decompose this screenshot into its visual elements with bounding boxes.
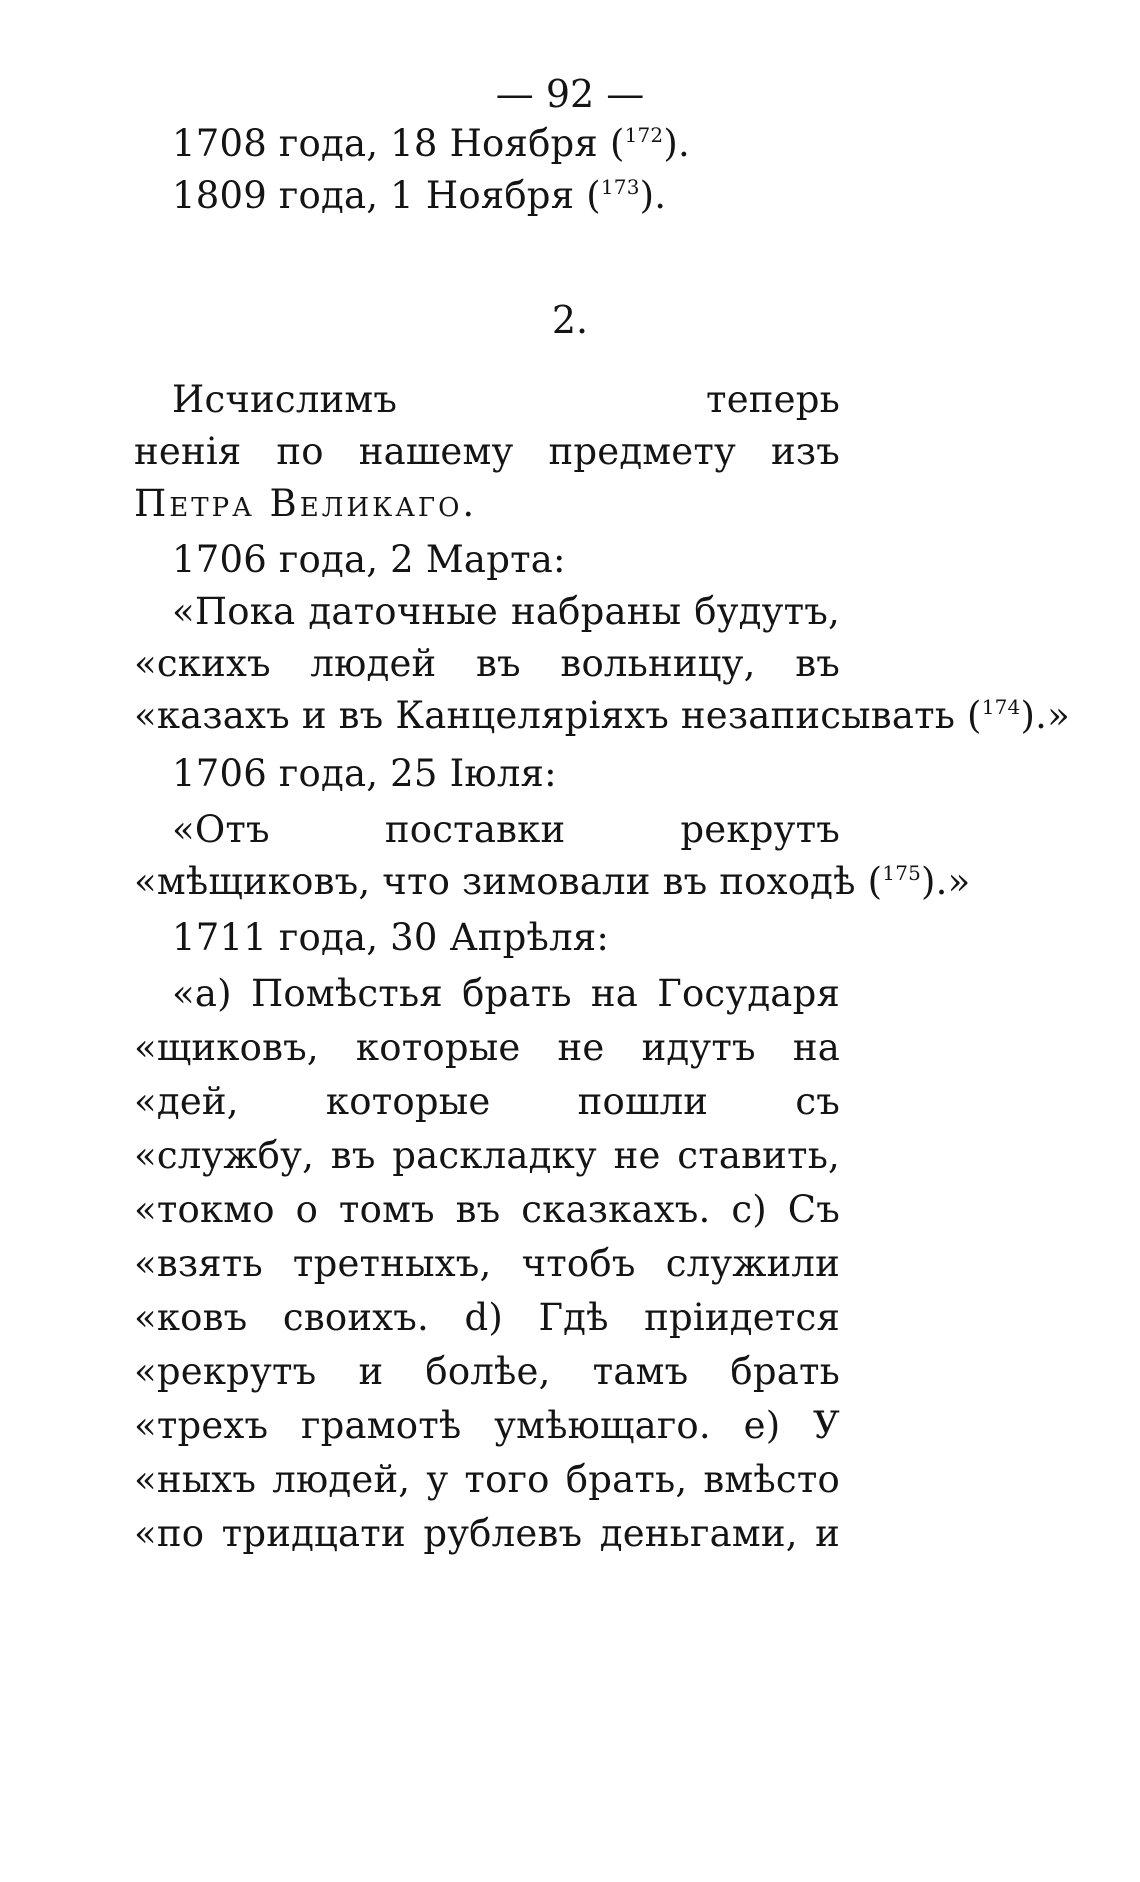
decree-date: 1706 года, 25 Іюля:	[172, 752, 557, 795]
quote-line: «ныхъ людей, у того брать, вмѣсто	[134, 1458, 840, 1501]
footnote-ref: 172	[624, 123, 664, 147]
quote-line: «дей, которые пошли съ	[134, 1080, 840, 1123]
date-line-text: 1708 года, 18 Ноября (	[172, 122, 625, 165]
quote-line: «щиковъ, которые не идутъ на	[134, 1026, 840, 1069]
quote-line: «Отъ поставки рекрутъ	[172, 808, 840, 851]
decree-date: 1706 года, 2 Марта:	[172, 538, 566, 581]
quote-line: «трехъ грамотѣ умѣющаго. e) У	[134, 1404, 840, 1447]
date-line-closing: ).	[639, 174, 667, 217]
date-line-text: 1809 года, 1 Ноября (	[172, 174, 601, 217]
quote-line: «по тридцати рублевъ деньгами, и	[134, 1512, 840, 1555]
quote-line-closing: ).»	[921, 860, 971, 903]
quote-line: «рекрутъ и болѣе, тамъ брать	[134, 1350, 840, 1393]
quote-line-text: «казахъ и въ Канцеляріяхъ незаписывать (	[134, 694, 982, 737]
quote-line: «ковъ своихъ. d) Гдѣ пріидется	[134, 1296, 840, 1339]
date-line-closing: ).	[663, 122, 690, 165]
paragraph-line: ненія по нашему предмету изъ	[134, 430, 840, 473]
quote-line	[134, 860, 970, 904]
date-line-1708	[172, 122, 690, 166]
quote-line: «токмо о томъ въ сказкахъ. c) Съ	[134, 1188, 840, 1231]
quote-line: «службу, въ раскладку не ставить,	[134, 1134, 840, 1177]
quote-line: «Пока даточные набраны будутъ,	[172, 590, 840, 633]
quote-line: «взять третныхъ, чтобъ служили	[134, 1242, 840, 1285]
quote-line: «скихъ людей въ вольницу, въ	[134, 642, 840, 685]
decree-date: 1711 года, 30 Апрѣля:	[172, 916, 609, 959]
footnote-ref: 173	[600, 175, 640, 199]
paragraph-line: Петра Великаго.	[134, 482, 478, 525]
footnote-ref: 174	[981, 695, 1021, 719]
quote-line: «a) Помѣстья брать на Государя	[172, 972, 840, 1015]
quote-line	[134, 694, 1070, 738]
paragraph-line: Исчислимъ теперь	[172, 378, 840, 421]
section-number: 2.	[551, 298, 589, 342]
quote-line-closing: ).»	[1020, 694, 1070, 737]
footnote-ref: 175	[882, 861, 922, 885]
date-line-1809	[172, 174, 666, 218]
page-number: — 92 —	[495, 72, 645, 116]
quote-line-text: «мѣщиковъ, что зимовали въ походѣ (	[134, 860, 883, 903]
